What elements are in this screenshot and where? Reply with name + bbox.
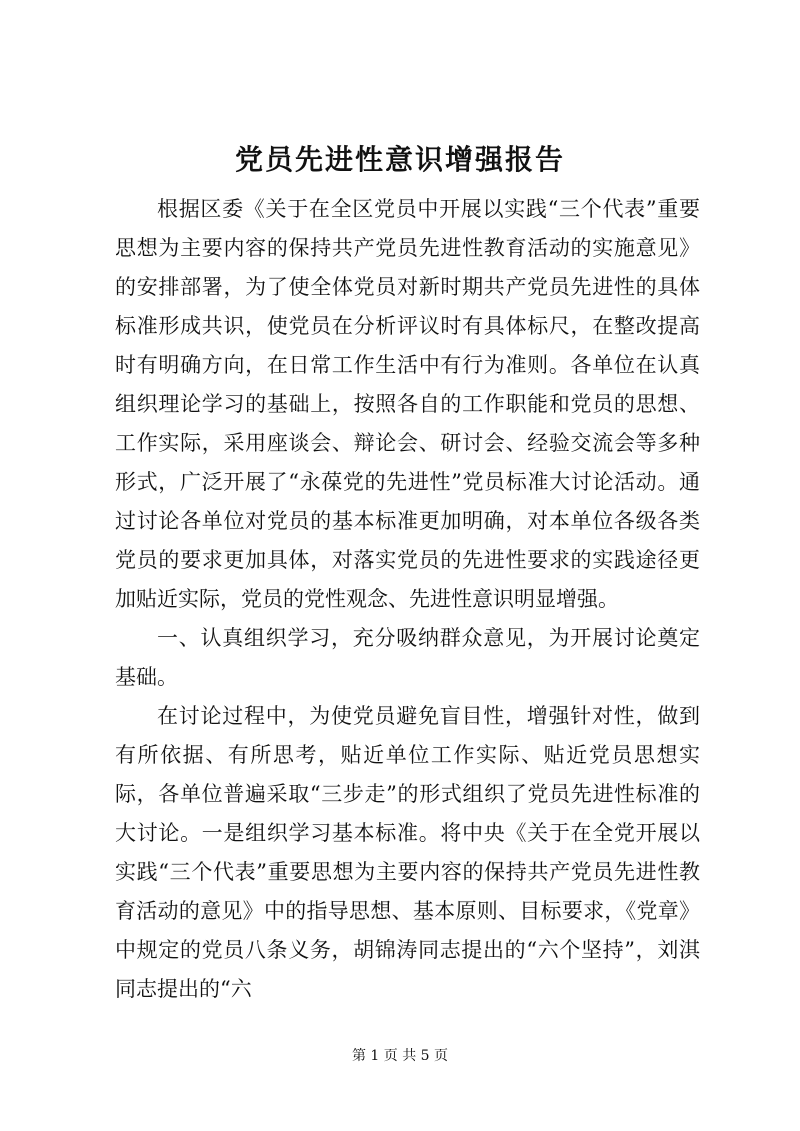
paragraph-section-heading: 一、认真组织学习，充分吸纳群众意见，为开展讨论奠定基础。 bbox=[115, 626, 700, 689]
document-title: 党员先进性意识增强报告 bbox=[234, 143, 565, 176]
document-body bbox=[115, 190, 700, 1009]
page-footer: 第 1 页 共 5 页 bbox=[351, 1048, 449, 1064]
paragraph-intro: 根据区委《关于在全区党员中开展以实践“三个代表”重要思想为主要内容的保持共产党员先进性教育活动的实施意见》的安排部署，为了使全体党员对新时期共产党员先进性的具体标准形成共识，使党员在分析评议时有具体标尺，在整改提高时有明确方向，在日常工作生活中有行为准则。各单位在认真组织理论学习的基础上，按照各自的工作职能和党员的思想、工作实际，采用座谈会、辩论会、研讨会、经验交流会等多种形式，广泛开展了“永葆党的先进性”党员标准大讨论活动。通过讨论各单位对党员的基本标准更加明确，对本单位各级各类党员的要求更加具体，对落实党员的先进性要求的实践途径更加贴近实际，党员的党性观念、先进性意识明显增强。 bbox=[115, 197, 700, 611]
paragraph-discussion: 在讨论过程中，为使党员避免盲目性，增强针对性，做到有所依据、有所思考，贴近单位工作实际、贴近党员思想实际，各单位普遍采取“三步走”的形式组织了党员先进性标准的大讨论。一是组织学习基本标准。将中央《关于在全党开展以实践“三个代表”重要思想为主要内容的保持共产党员先进性教育活动的意见》中的指导思想、基本原则、目标要求，《党章》中规定的党员八条义务，胡锦涛同志提出的“六个坚持”，刘淇同志提出的“六 bbox=[115, 704, 700, 1001]
